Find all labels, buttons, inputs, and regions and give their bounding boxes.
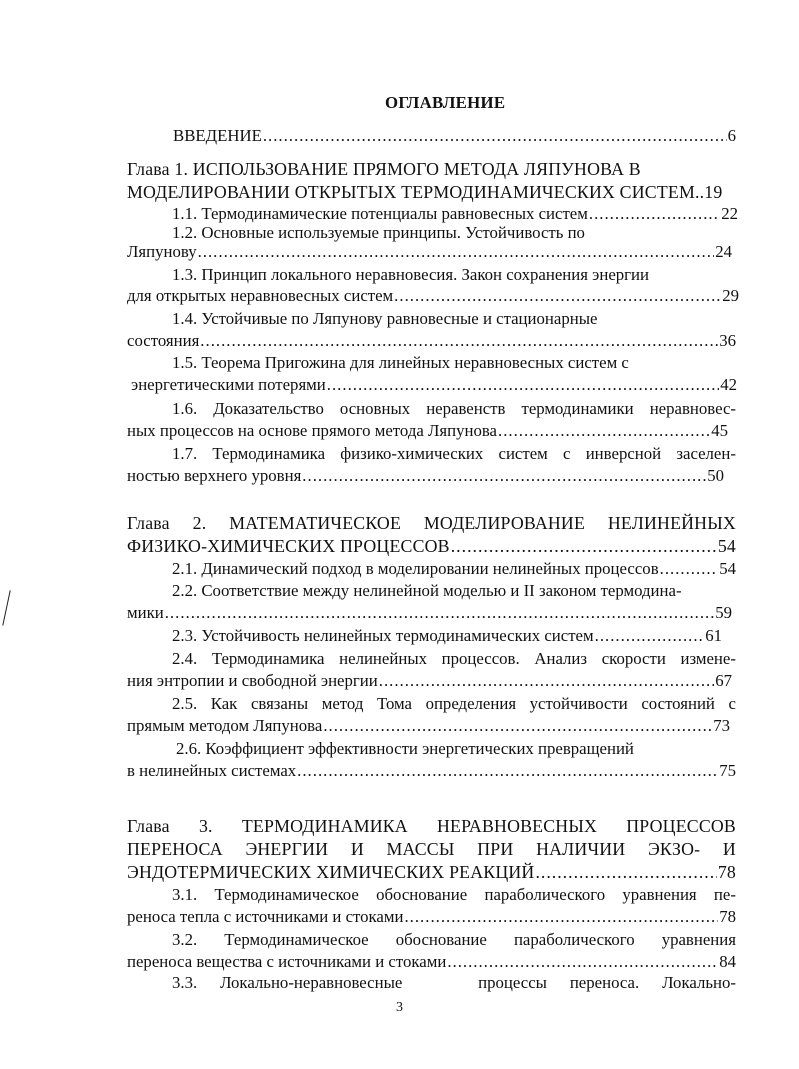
- toc-entry-3-1-cont: [127, 906, 736, 928]
- word: параболического: [513, 930, 635, 949]
- toc-entry-1-3[interactable]: 1.3. Принцип локального неравновесия. Закон сохранения энергии: [172, 265, 650, 284]
- word: Глава: [127, 816, 170, 836]
- leader-dots: [498, 420, 710, 442]
- word: заселен-: [676, 444, 736, 463]
- word: 2.4.: [172, 649, 198, 668]
- word: 3.3.: [172, 973, 198, 992]
- leader-dots: [327, 374, 719, 396]
- chapter-3-heading[interactable]: [127, 815, 736, 837]
- toc-entry-3-3[interactable]: [172, 972, 736, 994]
- leader-dots: [198, 241, 715, 263]
- toc-entry-2-3[interactable]: [172, 625, 722, 647]
- word: с: [728, 694, 736, 713]
- toc-page: 78: [719, 907, 736, 926]
- word: термодинамики: [521, 399, 634, 418]
- toc-page: 73: [713, 716, 730, 735]
- leader-dots: [535, 861, 716, 883]
- word: нелинейных: [339, 649, 427, 668]
- toc-entry-2-5-cont: [127, 715, 730, 737]
- toc-entry-1-7[interactable]: [172, 443, 736, 465]
- toc-label: ния энтропии и свободной энергии: [127, 671, 378, 690]
- word: ПРИ: [477, 839, 514, 859]
- word: уравнения: [661, 930, 736, 949]
- toc-page: 42: [720, 375, 737, 394]
- word: определения: [425, 694, 517, 713]
- chapter-1-heading[interactable]: Глава 1. ИСПОЛЬЗОВАНИЕ ПРЯМОГО МЕТОДА ЛЯПУНОВА В: [127, 159, 641, 179]
- toc-label: 2.3. Устойчивость нелинейных термодинамических систем: [172, 626, 594, 645]
- toc-entry-2-2-cont: [127, 602, 732, 624]
- toc-page: 45: [711, 421, 728, 440]
- word: Тома: [376, 694, 412, 713]
- toc-entry-2-6[interactable]: 2.6. Коэффициент эффективности энергетических превращений: [176, 739, 634, 758]
- chapter-1-heading-cont: МОДЕЛИРОВАНИИ ОТКРЫТЫХ ТЕРМОДИНАМИЧЕСКИХ СИСТЕМ..19: [127, 182, 723, 202]
- leader-dots: [263, 125, 727, 147]
- toc-page: 50: [707, 466, 724, 485]
- word: инверсной: [585, 444, 662, 463]
- toc-label: 2.1. Динамический подход в моделировании нелинейных процессов: [172, 559, 659, 578]
- chapter-2-heading[interactable]: [127, 512, 736, 534]
- word: неравновес-: [649, 399, 736, 418]
- word: ЭНЕРГИИ: [245, 839, 329, 859]
- word: МОДЕЛИРОВАНИЕ: [423, 513, 585, 533]
- toc-label: реноса тепла с источниками и стоками: [127, 907, 404, 926]
- toc-entry-1-2-cont: [127, 241, 732, 263]
- toc-label: в нелинейных системах: [127, 761, 297, 780]
- word: обоснование: [395, 930, 487, 949]
- word: ПРОЦЕССОВ: [626, 816, 736, 836]
- word: физико-химических: [340, 444, 484, 463]
- toc-label: ФИЗИКО-ХИМИЧЕСКИХ ПРОЦЕССОВ: [127, 536, 450, 556]
- leader-dots: [589, 203, 720, 225]
- toc-page: 61: [705, 626, 722, 645]
- word: пе-: [713, 885, 736, 904]
- toc-label: ЭНДОТЕРМИЧЕСКИХ ХИМИЧЕСКИХ РЕАКЦИЙ: [127, 862, 535, 882]
- word: 3.2.: [172, 930, 198, 949]
- toc-entry-1-6-cont: [127, 420, 728, 442]
- word: ЭКЗО-: [647, 839, 701, 859]
- toc-label: ностью верхнего уровня: [127, 466, 302, 485]
- toc-page: 75: [719, 761, 736, 780]
- word: И: [722, 839, 736, 859]
- toc-entry-1-5-cont: [131, 374, 737, 396]
- leader-dots: [165, 602, 714, 624]
- toc-page: 54: [719, 559, 736, 578]
- toc-label: ных процессов на основе прямого метода Ляпунова: [127, 421, 497, 440]
- word: Термодинамическое: [224, 930, 369, 949]
- word: измене-: [680, 649, 736, 668]
- word: Доказательство: [213, 399, 324, 418]
- word: 1.6.: [172, 399, 198, 418]
- toc-page: 24: [715, 242, 732, 261]
- word: Термодинамика: [211, 649, 325, 668]
- toc-page: 54: [717, 536, 736, 556]
- toc-label: состояния: [127, 331, 200, 350]
- word: Анализ: [534, 649, 588, 668]
- word: Термодинамическое: [214, 885, 359, 904]
- toc-page: 22: [721, 204, 738, 223]
- toc-entry-1-2[interactable]: 1.2. Основные используемые принципы. Устойчивость по: [172, 223, 585, 242]
- word: 2.5.: [172, 694, 198, 713]
- toc-entry-2-2[interactable]: 2.2. Соответствие между нелинейной моделью и II законом термодина-: [172, 581, 682, 600]
- toc-entry-1-4-cont: [127, 330, 736, 352]
- word: И: [350, 839, 364, 859]
- toc-entry-1-6[interactable]: [172, 398, 736, 420]
- toc-page: 84: [719, 952, 736, 971]
- chapter-2-heading-cont: [127, 535, 736, 557]
- word: Локально-: [662, 973, 736, 992]
- toc-entry-1-5[interactable]: 1.5. Теорема Пригожина для линейных неравновесных систем с: [172, 353, 629, 372]
- word: НЕЛИНЕЙНЫХ: [607, 513, 736, 533]
- word: неравенств: [426, 399, 506, 418]
- toc-label: прямым методом Ляпунова: [127, 716, 323, 735]
- leader-dots: [200, 330, 718, 352]
- margin-pen-mark: [2, 590, 10, 625]
- page-title: ОГЛАВЛЕНИЕ: [385, 93, 506, 112]
- toc-entry-3-2-cont: [127, 951, 736, 973]
- word: 3.: [198, 816, 213, 836]
- toc-label: 1.1. Термодинамические потенциалы равновесных систем: [172, 204, 588, 223]
- leader-dots: [447, 951, 718, 973]
- word: переноса.: [569, 973, 640, 992]
- chapter-3-heading-cont: [127, 838, 736, 860]
- toc-page: 59: [715, 603, 732, 622]
- toc-entry-3-1[interactable]: [172, 884, 736, 906]
- word: НЕРАВНОВЕСНЫХ: [437, 816, 598, 836]
- toc-page: 78: [717, 862, 736, 882]
- word: ТЕРМОДИНАМИКА: [241, 816, 408, 836]
- word: метод: [321, 694, 364, 713]
- toc-page: 29: [722, 286, 739, 305]
- word: НАЛИЧИИ: [536, 839, 626, 859]
- toc-label: переноса вещества с источниками и стоками: [127, 952, 447, 971]
- toc-label: мики: [127, 603, 164, 622]
- word: систем: [498, 444, 548, 463]
- leader-dots: [394, 285, 721, 307]
- toc-entry-1-4[interactable]: 1.4. Устойчивые по Ляпунову равновесные и стационарные: [172, 309, 598, 328]
- toc-entry-2-6-cont: [127, 760, 736, 782]
- leader-dots: [451, 535, 717, 557]
- chapter-3-heading-cont-2: [127, 861, 736, 883]
- word: Локально-неравновесные: [220, 973, 403, 992]
- leader-dots: [404, 906, 718, 928]
- toc-entry-3-2[interactable]: [172, 929, 736, 951]
- word: состояний: [641, 694, 715, 713]
- toc-entry-1-3-cont: [127, 285, 739, 307]
- gap: [425, 972, 455, 994]
- word: процессы: [478, 973, 547, 992]
- word: процессов.: [441, 649, 520, 668]
- toc-entry-1-7-cont: [127, 465, 724, 487]
- word: 2.: [192, 513, 207, 533]
- leader-dots: [595, 625, 705, 647]
- toc-entry-2-5[interactable]: [172, 693, 736, 715]
- word: Глава: [127, 513, 170, 533]
- toc-label: Ляпунову: [127, 242, 197, 261]
- toc-intro[interactable]: [173, 125, 736, 147]
- page-number: 3: [396, 1000, 403, 1015]
- toc-entry-2-4[interactable]: [172, 648, 736, 670]
- leader-dots: [323, 715, 712, 737]
- toc-page: 36: [719, 331, 736, 350]
- word: обоснование: [376, 885, 468, 904]
- word: МАССЫ: [386, 839, 455, 859]
- word: 3.1.: [172, 885, 198, 904]
- leader-dots: [660, 558, 719, 580]
- word: устойчивости: [529, 694, 628, 713]
- toc-label: для открытых неравновесных систем: [127, 286, 394, 305]
- toc-label: ВВЕДЕНИЕ: [173, 126, 262, 145]
- toc-page: 67: [715, 671, 732, 690]
- toc-label: энергетическими потерями: [131, 375, 326, 394]
- leader-dots: [297, 760, 718, 782]
- word: скорости: [601, 649, 666, 668]
- word: с: [563, 444, 571, 463]
- word: параболического: [484, 885, 606, 904]
- toc-entry-2-1[interactable]: [172, 558, 736, 580]
- word: уравнения: [622, 885, 697, 904]
- word: связаны: [250, 694, 309, 713]
- word: МАТЕМАТИЧЕСКОЕ: [229, 513, 402, 533]
- word: основных: [339, 399, 411, 418]
- toc-page: 6: [727, 126, 736, 145]
- leader-dots: [302, 465, 706, 487]
- word: ПЕРЕНОСА: [127, 839, 223, 859]
- leader-dots: [379, 670, 714, 692]
- toc-entry-2-4-cont: [127, 670, 732, 692]
- word: Как: [210, 694, 238, 713]
- word: Термодинамика: [212, 444, 326, 463]
- word: 1.7.: [172, 444, 198, 463]
